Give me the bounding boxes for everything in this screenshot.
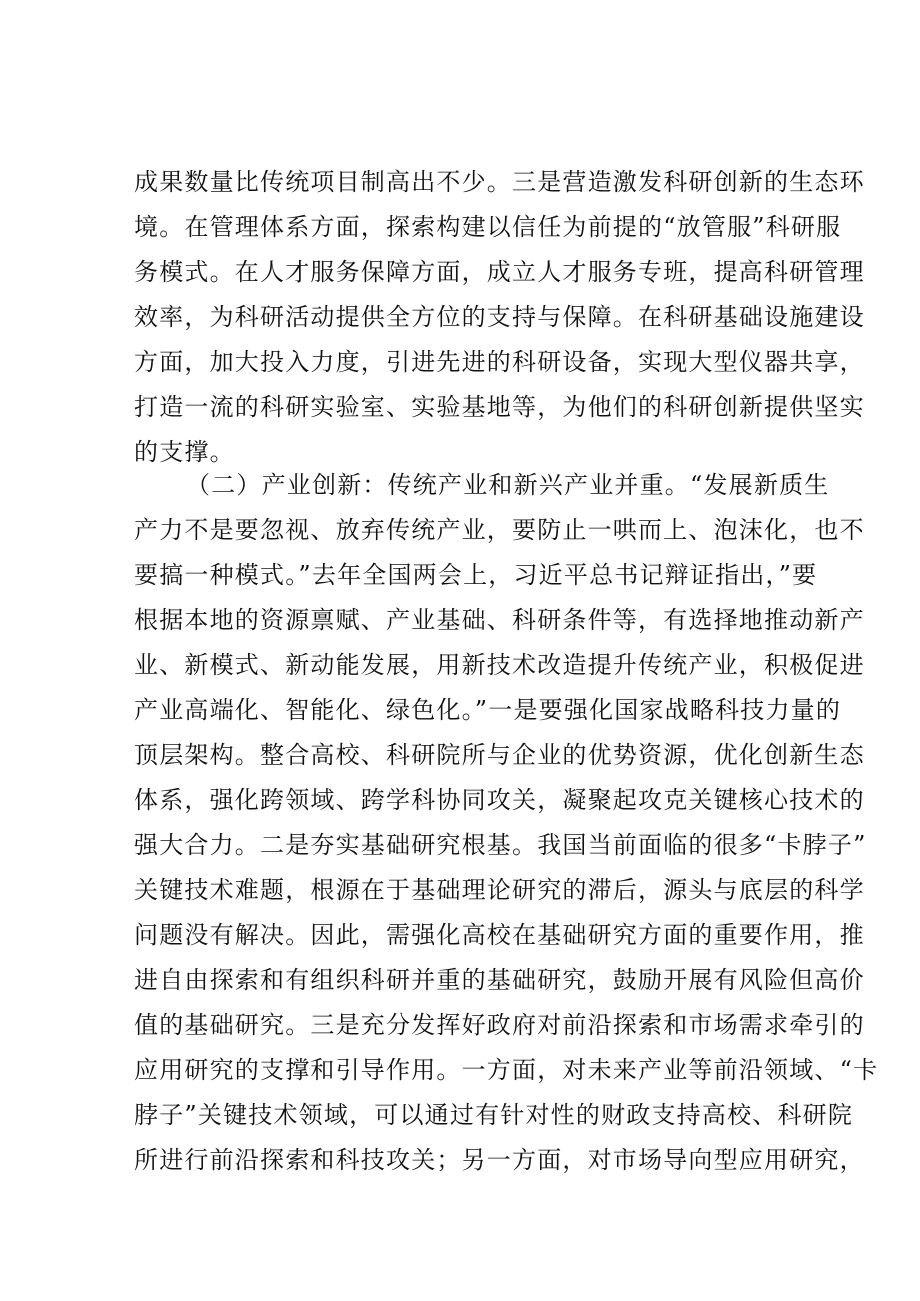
paragraph-line: 产力不是要忽视、放弃传统产业，要防止一哄而上、泡沫化，也不 [134,516,865,544]
paragraph-line: 顶层架构。整合高校、科研院所与企业的优势资源，优化创新生态 [134,741,865,769]
paragraph-line: 效率，为科研活动提供全方位的支持与保障。在科研基础设施建设 [134,303,865,331]
paragraph-line: 所进行前沿探索和科技攻关；另一方面，对市场导向型应用研究， [134,1146,865,1174]
paragraph-line: 方面，加大投入力度，引进先进的科研设备，实现大型仪器共享， [134,348,865,376]
paragraph-line: 务模式。在人才服务保障方面，成立人才服务专班，提高科研管理 [134,258,865,286]
paragraph-line: 问题没有解决。因此，需强化高校在基础研究方面的重要作用，推 [134,921,865,949]
paragraph-line: 成果数量比传统项目制高出不少。三是营造激发科研创新的生态环 [134,168,865,196]
paragraph-line: 打造一流的科研实验室、实验基地等，为他们的科研创新提供坚实 [134,393,865,421]
paragraph-line: （二）产业创新：传统产业和新兴产业并重。“发展新质生 [186,471,830,499]
paragraph-line: 业、新模式、新动能发展，用新技术改造提升传统产业，积极促进 [134,651,865,679]
paragraph-line: 关键技术难题，根源在于基础理论研究的滞后，源头与底层的科学 [134,876,865,904]
paragraph-line: 境。在管理体系方面，探索构建以信任为前提的“放管服”科研服 [134,213,842,241]
paragraph-line: 要搞一种模式。”去年全国两会上，习近平总书记辩证指出，”要 [134,561,818,589]
paragraph-line: 根据本地的资源禀赋、产业基础、科研条件等，有选择地推动新产 [134,606,865,634]
paragraph-line: 的支撑。 [134,438,235,466]
paragraph-line: 强大合力。二是夯实基础研究根基。我国当前面临的很多“卡脖子” [134,831,867,859]
paragraph-line: 体系，强化跨领域、跨学科协同攻关，凝聚起攻克关键核心技术的 [134,786,865,814]
paragraph-line: 产业高端化、智能化、绿色化。”一是要强化国家战略科技力量的 [134,696,842,724]
paragraph-line: 脖子”关键技术领域，可以通过有针对性的财政支持高校、科研院 [134,1101,854,1129]
paragraph-line: 进自由探索和有组织科研并重的基础研究，鼓励开展有风险但高价 [134,966,865,994]
paragraph-line: 应用研究的支撑和引导作用。一方面，对未来产业等前沿领域、“卡 [134,1056,879,1084]
paragraph-line: 值的基础研究。三是充分发挥好政府对前沿探索和市场需求牵引的 [134,1011,865,1039]
